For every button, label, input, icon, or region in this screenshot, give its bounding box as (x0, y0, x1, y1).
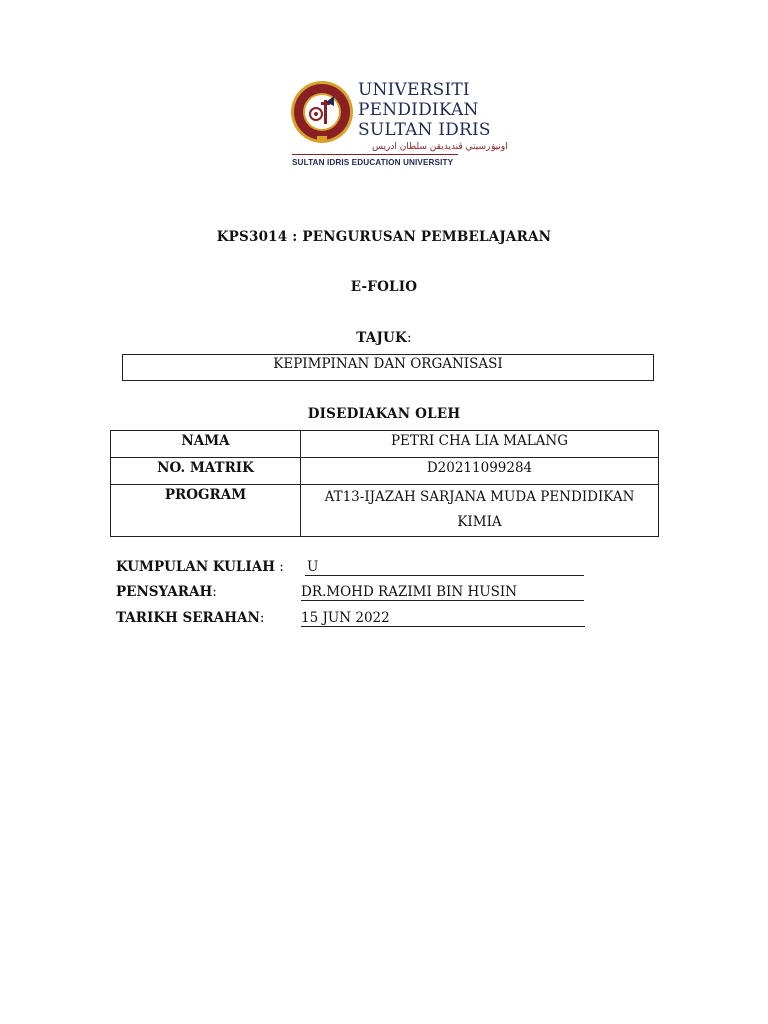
table-row (111, 485, 659, 537)
tajuk-label: TAJUK (356, 330, 407, 346)
university-name (358, 80, 491, 140)
student-info-table (110, 430, 659, 537)
row-label: PROGRAM (111, 485, 301, 537)
logo-english-name: SULTAN IDRIS EDUCATION UNIVERSITY (292, 158, 454, 167)
tarikh-row (116, 610, 596, 630)
program-line-2: KIMIA (457, 514, 502, 530)
title-box (122, 354, 654, 381)
kumpulan-label (116, 559, 284, 575)
row-value (301, 485, 659, 537)
logo-divider (292, 154, 458, 155)
document-type: E-FOLIO (350, 279, 418, 295)
row-label: NO. MATRIK (111, 458, 301, 485)
course-title: KPS3014 : PENGURUSAN PEMBELAJARAN (216, 229, 552, 245)
assignment-title: KEPIMPINAN DAN ORGANISASI (273, 356, 503, 372)
row-value: D20211099284 (301, 458, 659, 485)
logo-line-1: UNIVERSITI (358, 80, 470, 100)
logo-line-2: PENDIDIKAN (358, 100, 479, 120)
prepared-by-heading: DISEDIAKAN OLEH (307, 406, 461, 422)
tajuk-colon: : (406, 330, 412, 346)
row-value: PETRI CHA LIA MALANG (301, 431, 659, 458)
university-crest-icon (290, 80, 354, 144)
table-row (111, 431, 659, 458)
tarikh-value: 15 JUN 2022 (301, 610, 585, 627)
pensyarah-label-text: PENSYARAH (116, 584, 213, 600)
pensyarah-row (116, 584, 596, 604)
tarikh-colon: : (259, 610, 265, 626)
row-label: NAMA (111, 431, 301, 458)
kumpulan-colon: : (274, 559, 284, 575)
university-logo (286, 76, 508, 172)
tarikh-label (116, 610, 264, 626)
pensyarah-value: DR.MOHD RAZIMI BIN HUSIN (301, 584, 584, 601)
tajuk-heading (0, 330, 768, 346)
kumpulan-value: U (305, 559, 584, 576)
table-row (111, 458, 659, 485)
tarikh-label-text: TARIKH SERAHAN (116, 610, 260, 626)
kumpulan-row (116, 559, 596, 579)
kumpulan-label-text: KUMPULAN KULIAH (116, 559, 275, 575)
logo-line-3: SULTAN IDRIS (358, 120, 491, 140)
pensyarah-label (116, 584, 217, 600)
logo-jawi-text: اونيۏرسيتي ڤنديديقن سلطان ادريس (372, 142, 508, 152)
program-line-1: AT13-IJAZAH SARJANA MUDA PENDIDIKAN (324, 489, 635, 505)
pensyarah-colon: : (212, 584, 217, 600)
